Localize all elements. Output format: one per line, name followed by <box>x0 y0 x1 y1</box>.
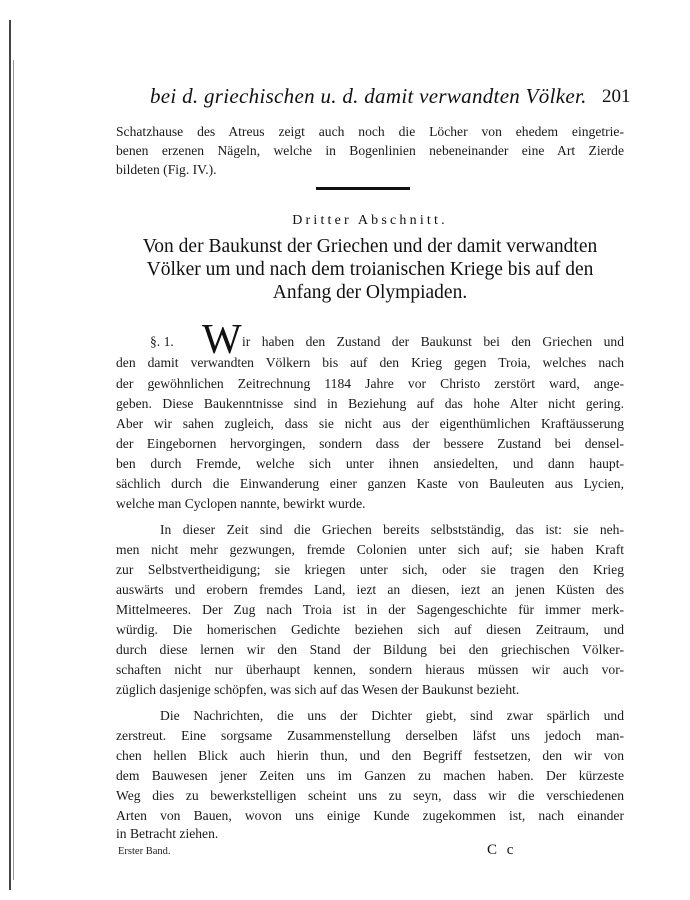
text-line: in Betracht ziehen. <box>116 826 219 841</box>
text-line: der Eingebornen hervorgingen, sondern dass der bessere Zustand bei densel- <box>116 436 624 451</box>
text-line: der gewöhnlichen Zeitrechnung 1184 Jahre vor Christo zerstört ward, ange- <box>116 376 624 391</box>
text-line: dem Bauwesen jener Zeiten uns im Ganzen zu machen haben. Der kürzeste <box>116 768 624 783</box>
running-head: bei d. griechischen u. d. damit verwandten Völker. <box>150 84 587 108</box>
section-title-line: Anfang der Olympiaden. <box>272 282 468 303</box>
scan-edge-line <box>13 60 14 880</box>
section-title-line: Von der Baukunst der Griechen und der damit verwandten <box>142 236 598 257</box>
page-number: 201 <box>602 86 631 107</box>
text-line: zerstreut. Eine sorgsame Zusammenstellung derselben läfst uns jedoch man- <box>116 728 624 743</box>
text-line: Die Nachrichten, die uns der Dichter giebt, sind zwar spärlich und <box>160 708 624 723</box>
text-line: welche man Cyclopen nannte, bewirkt wurde. <box>116 496 366 511</box>
text-line: ir haben den Zustand der Baukunst bei den Griechen und <box>242 334 624 349</box>
scan-edge-line <box>9 20 11 890</box>
text-line: schaften nicht nur überhaupt kennen, sondern hieraus müssen wir auch vor- <box>116 662 624 677</box>
text-line: chen hellen Blick auch hierin thun, und den Begriff festsetzen, den wir von <box>116 748 624 763</box>
text-line: bildeten (Fig. IV.). <box>116 162 217 177</box>
section-mark: §. 1. <box>150 334 174 349</box>
text-line: Arten von Bauen, wovon uns einige Kunde zugekommen ist, nach einander <box>116 808 624 823</box>
text-line: In dieser Zeit sind die Griechen bereits selbstständig, das ist: sie neh- <box>160 522 624 537</box>
drop-cap: W <box>202 317 242 363</box>
text-line: Schatzhause des Atreus zeigt auch noch die Löcher von ehedem eingetrie- <box>116 124 624 139</box>
text-line: auswärts und erobern fremdes Land, iezt an diesen, iezt an jenen Küsten des <box>116 582 624 597</box>
footer-signature: Erster Band. <box>118 846 171 857</box>
text-line: Mittelmeeres. Der Zug nach Troia ist in der Sagengeschichte für immer merk- <box>116 602 624 617</box>
footer-mark: C c <box>487 842 517 858</box>
text-line: sächlich durch die Einwanderung einer ganzen Kaste von Bauleuten aus Lycien, <box>116 476 624 491</box>
text-line: durch diese lernen wir den Stand der Bildung bei den griechischen Völker- <box>116 642 624 657</box>
text-line: Weg dies zu bewerkstelligen scheint uns zu seyn, dass wir die verschiedenen <box>116 788 624 803</box>
section-heading: Dritter Abschnitt. <box>292 213 448 228</box>
text-line: ben durch Fremde, welche sich unter ihnen ansiedelten, und dann haupt- <box>116 456 624 471</box>
text-line: geben. Diese Baukenntnisse sind in Beziehung auf das hohe Alter nicht gering. <box>116 396 624 411</box>
text-line: men nicht mehr gezwungen, fremde Colonien unter sich auf; sie haben Kraft <box>116 542 624 557</box>
section-title-line: Völker um und nach dem troianischen Kriege bis auf den <box>146 259 594 280</box>
section-divider <box>316 187 410 190</box>
text-line: benen erzenen Nägeln, welche in Bogenlinien nebeneinander eine Art Zierde <box>116 143 624 158</box>
text-line: würdig. Die homerischen Gedichte beziehen sich auf diesen Zeitraum, und <box>116 622 624 637</box>
text-line: Aber wir sahen zugleich, dass sie nicht aus der eigenthümlichen Kraftäusserung <box>116 416 624 431</box>
text-line: zur Selbstvertheidigung; sie kriegen unter sich, oder sie tragen den Krieg <box>116 562 624 577</box>
text-line: den damit verwandten Völkern bis auf den Krieg gegen Troia, welches nach <box>116 355 624 370</box>
text-line: züglich dasjenige schöpfen, was sich auf das Wesen der Baukunst bezieht. <box>116 682 520 697</box>
